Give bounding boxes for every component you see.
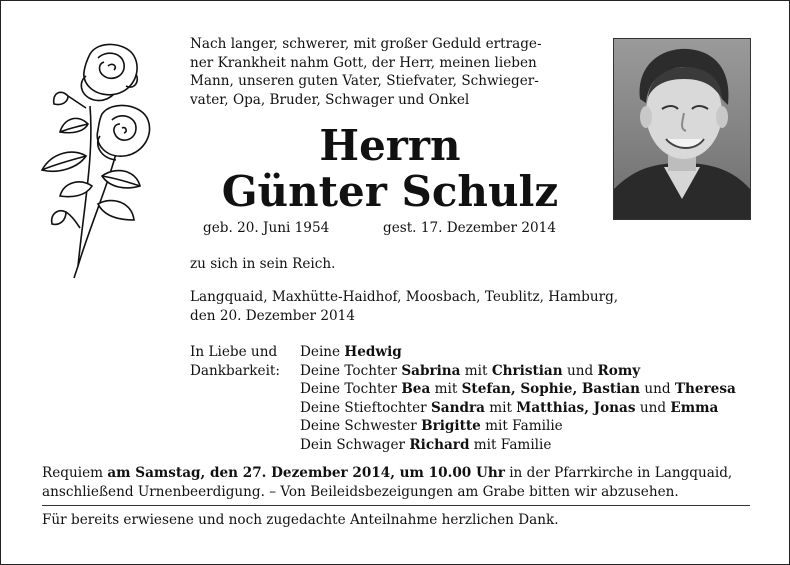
thanks-label-line: In Liebe und [190, 344, 278, 360]
rose-icon [38, 36, 158, 280]
family-name: Matthias, Jonas [516, 399, 636, 416]
intro-line: vater, Opa, Bruder, Schwager und Onkel [190, 91, 470, 108]
family-text: und [635, 399, 671, 416]
family-text: mit [484, 399, 517, 416]
family-text: mit [430, 381, 462, 397]
portrait-photo [613, 38, 751, 220]
deceased-name: Günter Schulz [221, 167, 559, 216]
family-text: Deine Tochter [300, 362, 402, 379]
requiem-date: am Samstag, den 27. Dezember 2014, um 10.00 Uhr [107, 465, 505, 481]
thanks-label-line: Dankbarkeit: [190, 362, 280, 379]
places-line: Langquaid, Maxhütte-Haidhof, Moosbach, Teublitz, Hamburg, [190, 289, 619, 305]
reich-line: zu sich in sein Reich. [190, 256, 336, 272]
family-text: Deine Schwester [300, 418, 422, 434]
family-text: mit Familie [469, 436, 552, 453]
family-name: Emma [670, 399, 719, 416]
family-row [300, 436, 770, 455]
intro-text [190, 35, 590, 109]
requiem-line [42, 464, 762, 483]
family-name: Hedwig [344, 344, 402, 360]
family-row [300, 417, 770, 436]
life-dates [203, 220, 556, 236]
salutation: Herrn [319, 121, 461, 170]
family-list [300, 343, 770, 454]
requiem-text [42, 464, 762, 501]
family-text: und [562, 362, 598, 379]
family-name: Stefan, Sophie, Bastian [461, 381, 640, 397]
intro-line: ner Krankheit nahm Gott, der Herr, meinen lieben [190, 54, 537, 71]
intro-line: Nach langer, schwerer, mit großer Geduld ertrage- [190, 36, 542, 52]
family-name: Sandra [430, 399, 485, 416]
family-name: Romy [597, 362, 641, 379]
family-name: Brigitte [421, 418, 481, 434]
date-line: den 20. Dezember 2014 [190, 307, 355, 324]
requiem-line: anschließend Urnenbeerdigung. – Von Beileidsbezeigungen am Grabe bitten wir abzusehen. [42, 483, 679, 500]
family-text: Dein Schwager [300, 436, 410, 453]
requiem-part: in der Pfarrkirche in Langquaid, [504, 465, 733, 481]
birth-date: geb. 20. Juni 1954 [203, 220, 330, 236]
family-row [300, 399, 770, 418]
requiem-part: Requiem [42, 465, 108, 481]
family-text: mit Familie [480, 418, 563, 434]
family-name: Theresa [674, 381, 736, 397]
family-text: Deine Stieftochter [300, 399, 431, 416]
death-date: gest. 17. Dezember 2014 [383, 220, 556, 236]
places-block [190, 288, 670, 325]
family-name: Christian [491, 362, 563, 379]
family-name: Bea [401, 381, 431, 397]
family-row [300, 380, 770, 399]
family-name: Sabrina [401, 362, 461, 379]
thanks-label [190, 343, 300, 380]
family-row [300, 343, 770, 362]
family-text: Deine Tochter [300, 381, 402, 397]
family-text: Deine [300, 344, 345, 360]
family-text: mit [460, 362, 492, 379]
final-thanks: Für bereits erwiesene und noch zugedachte Anteilnahme herzlichen Dank. [42, 512, 559, 528]
intro-line: Mann, unseren guten Vater, Stiefvater, Schwieger- [190, 73, 539, 89]
family-name: Richard [409, 436, 470, 453]
divider [42, 505, 750, 506]
family-text: und [640, 381, 675, 397]
family-row [300, 362, 770, 381]
